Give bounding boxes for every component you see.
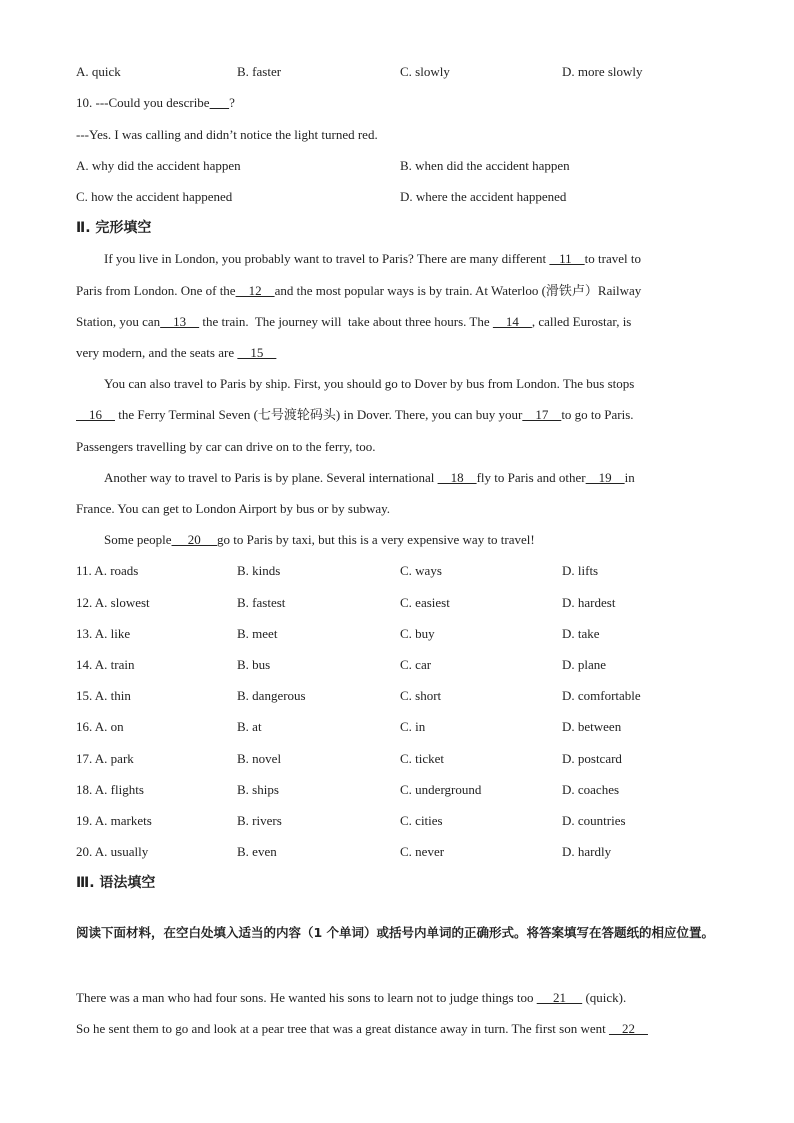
blank-18: 18 [437,470,477,485]
passage-p4-line1 [104,532,535,548]
option-a: 20. A. usually [76,844,149,859]
option-c: C. ways [400,563,442,578]
blank-13: 13 [160,314,200,329]
q10-option-d: D. where the accident happened [400,189,567,204]
option-d: D. between [562,719,622,734]
passage-p2-line2 [76,407,634,423]
section3-line1 [76,990,626,1006]
text: to travel to [584,251,641,266]
option-b: B. dangerous [237,688,306,703]
option-a: 16. A. on [76,719,124,734]
blank-16: 16 [76,407,115,422]
text: go to Paris by taxi, but this is a very expensive way to travel! [217,532,535,547]
section2-heading: Ⅱ. 完形填空 [76,220,152,236]
blank-20: 20 [171,532,218,547]
q10-prefix: 10. ---Could you describe [76,95,210,110]
passage-p1-line1 [104,251,641,267]
text: the Ferry Terminal Seven (七号渡轮码头) in Dover. There, you can buy your [115,407,523,422]
option-c: C. underground [400,782,482,797]
q10-option-a: A. why did the accident happen [76,158,241,173]
option-b: B. even [237,844,277,859]
option-c: C. buy [400,626,435,641]
blank-14: 14 [492,314,532,329]
option-c: C. cities [400,813,443,828]
q9-option-a: A. quick [76,64,121,79]
option-d: D. plane [562,657,607,672]
option-d: D. hardly [562,844,612,859]
section3-line2 [76,1021,648,1037]
option-d: D. lifts [562,563,599,578]
text: very modern, and the seats are [76,345,238,360]
option-c: C. never [400,844,445,859]
text: and the most popular ways is by train. At Waterloo (滑铁卢）Railway [274,283,642,298]
passage-p1-line3 [76,314,631,330]
passage-p2-line1: You can also travel to Paris by ship. First, you should go to Dover by bus from London. The bus stops [104,376,635,391]
option-b: B. novel [237,751,282,766]
text: Another way to travel to Paris is by plane. Several international [104,470,438,485]
blank-15: 15 [237,345,277,360]
q9-option-c: C. slowly [400,64,450,79]
option-d: D. postcard [562,751,622,766]
option-a: 14. A. train [76,657,135,672]
option-a: 17. A. park [76,751,134,766]
text: If you live in London, you probably want to travel to Paris? There are many different [104,251,550,266]
q10-reply: ---Yes. I was calling and didn’t notice the light turned red. [76,127,378,142]
passage-p3-line2: France. You can get to London Airport by bus or by subway. [76,501,391,516]
option-d: D. hardest [562,595,616,610]
text: in [624,470,635,485]
option-b: B. kinds [237,563,281,578]
option-c: C. car [400,657,432,672]
q9-option-b: B. faster [237,64,282,79]
text: So he sent them to go and look at a pear tree that was a great distance away in turn. The first son went [76,1021,609,1036]
q10-blank [210,95,230,110]
option-c: C. in [400,719,426,734]
passage-p1-line4 [76,345,276,361]
option-b: B. rivers [237,813,282,828]
text: , called Eurostar, is [531,314,632,329]
option-a: 15. A. thin [76,688,131,703]
option-a: 11. A. roads [76,563,139,578]
q10-question [76,95,235,111]
text: the train. The journey will take about three hours. The [199,314,493,329]
blank-21: 21 [536,990,583,1005]
text: Station, you can [76,314,161,329]
option-d: D. take [562,626,600,641]
option-a: 13. A. like [76,626,131,641]
blank-11: 11 [549,251,585,266]
blank-19: 19 [585,470,625,485]
option-c: C. easiest [400,595,450,610]
passage-p2-line3: Passengers travelling by car can drive on to the ferry, too. [76,439,376,454]
option-b: B. fastest [237,595,286,610]
text: to go to Paris. [561,407,634,422]
q10-option-c: C. how the accident happened [76,189,233,204]
q10-suffix: ? [229,95,235,110]
q10-option-b: B. when did the accident happen [400,158,570,173]
option-c: C. short [400,688,442,703]
option-a: 12. A. slowest [76,595,150,610]
passage-p3-line1 [104,470,635,486]
option-b: B. ships [237,782,279,797]
text: Paris from London. One of the [76,283,236,298]
option-a: 18. A. flights [76,782,144,797]
text: Some people [104,532,172,547]
option-c: C. ticket [400,751,445,766]
option-b: B. meet [237,626,278,641]
blank-12: 12 [235,283,275,298]
option-a: 19. A. markets [76,813,152,828]
option-d: D. comfortable [562,688,641,703]
option-d: D. countries [562,813,626,828]
text: fly to Paris and other [476,470,586,485]
q9-option-d: D. more slowly [562,64,643,79]
option-d: D. coaches [562,782,620,797]
option-b: B. bus [237,657,271,672]
section3-heading: Ⅲ. 语法填空 [76,875,156,891]
option-b: B. at [237,719,262,734]
text: (quick). [582,990,627,1005]
blank-17: 17 [522,407,562,422]
section3-instruction: 阅读下面材料，在空白处填入适当的内容（1 个单词）或括号内单词的正确形式。将答案填写在答题纸的相应位置。 [76,925,715,940]
passage-p1-line2 [76,283,641,299]
blank-22: 22 [608,1021,648,1036]
text: There was a man who had four sons. He wanted his sons to learn not to judge things too [76,990,537,1005]
